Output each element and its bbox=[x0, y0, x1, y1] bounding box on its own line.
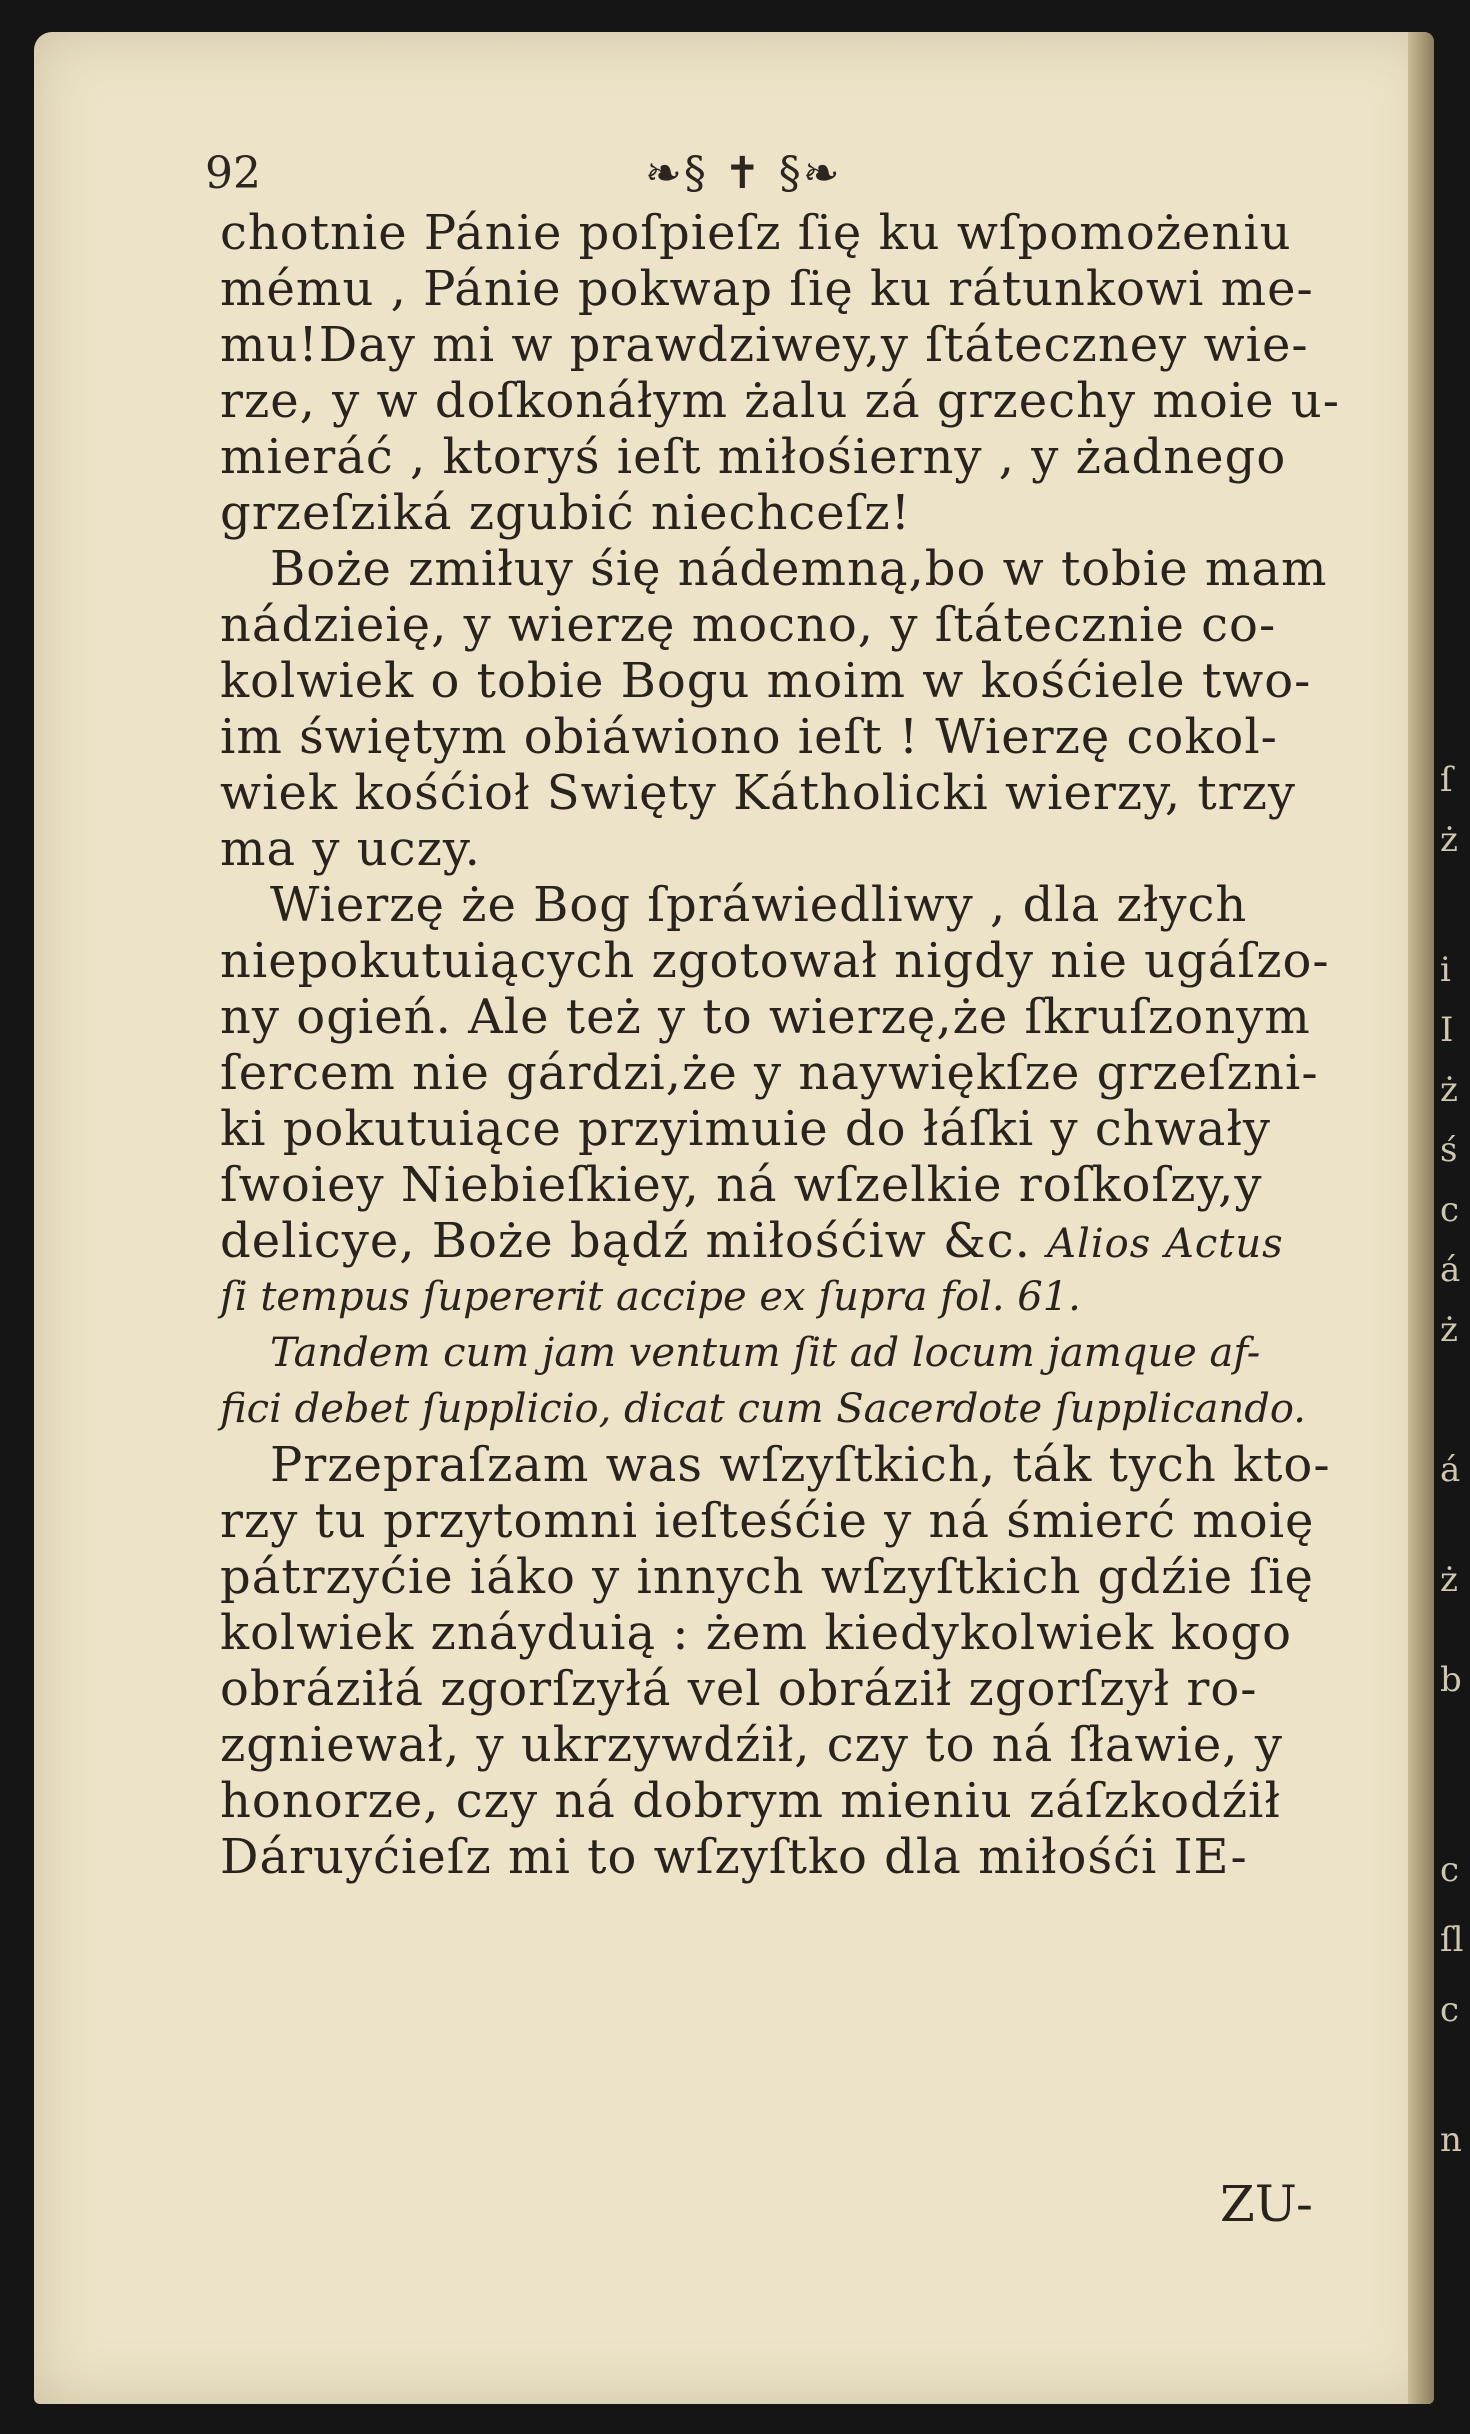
text-line: mieráć , ktoryś ieſt miłośierny , y żadnego bbox=[220, 429, 1287, 485]
text-line bbox=[220, 1213, 1410, 1269]
text-line: mému , Pánie pokwap ſię ku rátunkowi me- bbox=[220, 261, 1314, 317]
text-line: ſwoiey Niebieſkiey, ná wſzelkie roſkoſzy,y bbox=[220, 1157, 1263, 1213]
margin-fragment: b bbox=[1440, 1660, 1462, 1700]
text-line: chotnie Pánie poſpieſz ſię ku wſpomożeniu bbox=[220, 205, 1292, 261]
margin-fragment: I bbox=[1440, 1010, 1454, 1050]
text-line: Boże zmiłuy śię nádemną,bo w tobie mam bbox=[270, 541, 1328, 597]
page-gutter bbox=[1408, 32, 1434, 2404]
text-line: kolwiek znáyduią : żem kiedykolwiek kogo bbox=[220, 1605, 1293, 1661]
margin-fragment: ż bbox=[1440, 1560, 1458, 1600]
margin-fragment: ſ bbox=[1440, 760, 1453, 800]
inline-italic: Alios Actus bbox=[1047, 1221, 1284, 1267]
text-line: kolwiek o tobie Bogu moim w kośćiele two- bbox=[220, 653, 1312, 709]
text-line: grzeſziká zgubić niechceſz! bbox=[220, 485, 911, 541]
margin-fragment: á bbox=[1440, 1450, 1461, 1490]
text-line: rzy tu przytomni ieſteśćie y ná śmierć moię bbox=[220, 1493, 1315, 1549]
text-line: honorze, czy ná dobrym mieniu záſzkodźił bbox=[220, 1773, 1281, 1829]
italic-line: ſi tempus ſupererit accipe ex ſupra fol. 61. bbox=[220, 1274, 1081, 1320]
text-line: ny ogień. Ale też y to wierzę,że ſkruſzonym bbox=[220, 989, 1311, 1045]
text-line: ma y uczy. bbox=[220, 821, 481, 877]
margin-fragment: c bbox=[1440, 1850, 1460, 1890]
text-line: zgniewał, y ukrzywdźił, czy to ná ſławie, y bbox=[220, 1717, 1283, 1773]
text-line: obráziłá zgorſzyłá vel obráził zgorſzył ro- bbox=[220, 1661, 1258, 1717]
margin-fragment: ż bbox=[1440, 1310, 1458, 1350]
text-line: ki pokutuiące przyimuie do łáſki y chwały bbox=[220, 1101, 1271, 1157]
italic-line: Tandem cum jam ventum ſit ad locum jamque af- bbox=[270, 1330, 1261, 1376]
margin-fragment: ſl bbox=[1440, 1920, 1464, 1960]
text-line: pátrzyćie iáko y innych wſzyſtkich gdźie ſię bbox=[220, 1549, 1314, 1605]
text-line: niepokutuiących zgotował nigdy nie ugáſzo- bbox=[220, 933, 1330, 989]
page-number: 92 bbox=[205, 148, 261, 199]
text-line: Przepraſzam was wſzyſtkich, ták tych kto- bbox=[270, 1437, 1331, 1493]
margin-fragment: á bbox=[1440, 1250, 1461, 1290]
text-line: ſercem nie gárdzi,że y naywiękſze grzeſzni- bbox=[220, 1045, 1319, 1101]
text-line: nádzieię, y wierzę mocno, y ſtátecznie co- bbox=[220, 597, 1277, 653]
facing-page-margin bbox=[1440, 0, 1470, 2434]
margin-fragment: ż bbox=[1440, 820, 1458, 860]
italic-line: fici debet ſupplicio, dicat cum Sacerdote ſupplicando. bbox=[220, 1386, 1306, 1432]
body-text bbox=[220, 205, 1410, 1885]
text-line: Wierzę że Bog ſpráwiedliwy , dla złych bbox=[270, 877, 1248, 933]
text-line: wiek kośćioł Swięty Kátholicki wierzy, trzy bbox=[220, 765, 1296, 821]
catchword: ZU- bbox=[1220, 2175, 1313, 2233]
margin-fragment: c bbox=[1440, 1990, 1460, 2030]
text-line: rze, y w doſkonáłym żalu zá grzechy moie u- bbox=[220, 373, 1340, 429]
margin-fragment: c bbox=[1440, 1190, 1460, 1230]
header-ornament: ❧§ ✝ §❧ bbox=[645, 148, 842, 199]
margin-fragment: n bbox=[1440, 2120, 1462, 2160]
text-line: mu!Day mi w prawdziwey,y ſtáteczney wie- bbox=[220, 317, 1309, 373]
text-line: Dáruyćieſz mi to wſzyſtko dla miłośći IE- bbox=[220, 1829, 1248, 1885]
margin-fragment: i bbox=[1440, 950, 1451, 990]
margin-fragment: ś bbox=[1440, 1130, 1458, 1170]
margin-fragment: ż bbox=[1440, 1070, 1458, 1110]
text-line: im świętym obiáwiono ieſt ! Wierzę cokol- bbox=[220, 709, 1278, 765]
text-line-part: delicye, Boże bądź miłośćiw &c. bbox=[220, 1213, 1031, 1269]
